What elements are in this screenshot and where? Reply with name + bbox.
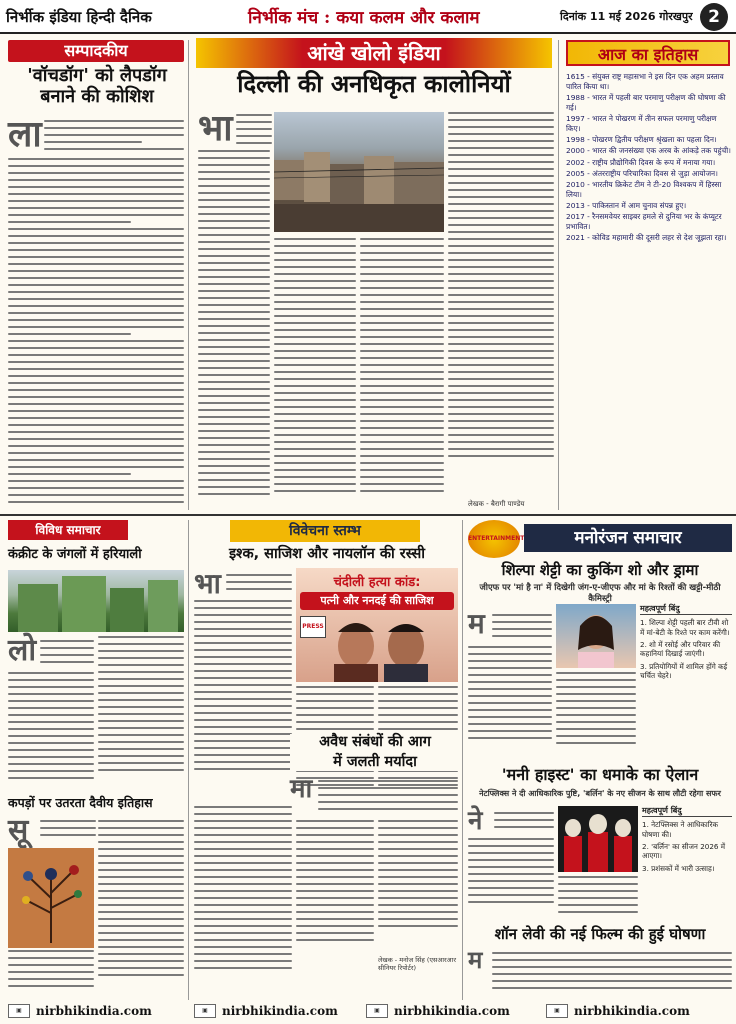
sidebox-2-list [642, 820, 732, 873]
footer-url[interactable]: nirbhikindia.com [574, 1004, 690, 1018]
entertainment-headline-3: शॉन लेवी की नई फिल्म की हुई घोषणा [494, 925, 706, 943]
sidebox-1-title: महत्वपूर्ण बिंदु [640, 604, 732, 615]
editorial-banner [8, 40, 184, 62]
vivechna-poster [296, 568, 458, 682]
history-banner [566, 40, 730, 66]
entertainment-banner [524, 524, 732, 552]
sidebox-point: 2. 'बर्लिन' का सीजन 2026 में आएगा। [642, 842, 726, 861]
history-item: 2021 - कोविड महामारी की दूसरी लहर से देश जूझता रहा। [566, 233, 727, 243]
entertainment-body [492, 614, 552, 644]
vividh-body [40, 640, 94, 672]
column-rule [188, 40, 189, 510]
press-logo: ▣ [366, 1004, 388, 1018]
entertainment-subhead-2: नेटफ्लिक्स ने दी आधिकारिक पुष्टि, 'बर्लिन' के नए सीजन के साथ लौटी रहेगा सफर [479, 789, 721, 798]
editorial-dropcap: ला [8, 113, 42, 155]
vivechna-body [296, 820, 374, 970]
vivechna-body [318, 780, 458, 816]
editorial-headline: 'वॉचडॉग' को लैपडॉग बनाने की कोशिश [27, 65, 167, 107]
poster-subtitle: पत्नी और ननदई की साजिश [300, 592, 454, 610]
entertainment-body [468, 646, 552, 758]
lead-photo [274, 112, 444, 232]
vivechna-dropcap-2: मा [290, 774, 313, 804]
green-building-photo [8, 570, 184, 632]
entertainment-body [558, 876, 638, 920]
dateline: दिनांक 11 मई 2026 गोरखपुर [560, 10, 693, 23]
sidebox-point: 3. प्रशंसकों में भारी उत्साह। [642, 863, 715, 873]
masthead-bar [0, 0, 736, 34]
money-heist-illustration [558, 806, 638, 872]
history-item: 1997 - भारत ने पोखरण में तीन सफल परमाणु परीक्षण किए। [566, 114, 717, 133]
vividh-dropcap-2: सू [8, 813, 29, 848]
sidebox-2-title: महत्वपूर्ण बिंदु [642, 806, 732, 817]
vividh-body [8, 672, 94, 790]
sidebox-point: 3. प्रतियोगियों में शामिल होंगे कई चर्चित चेहरे। [640, 661, 728, 681]
paper-name: निर्भीक इंडिया हिन्दी दैनिक [6, 8, 152, 26]
entertainment-badge-text: ENTERTAINMENT [468, 535, 525, 542]
colony-photo-illustration [274, 112, 444, 232]
entertainment-body [494, 812, 554, 836]
vivechna-section-label: विवेचना स्तम्भ [289, 523, 361, 539]
vivechna-subhead-1: अवैध संबंधों की आग [290, 734, 460, 751]
entertainment-body [492, 952, 732, 998]
shilpa-photo [556, 604, 636, 668]
entertainment-dropcap-1: म [468, 607, 485, 640]
vividh-headline-1: कंक्रीट के जंगलों में हरियाली [8, 547, 142, 562]
editorial-section-label: सम्पादकीय [64, 41, 128, 60]
history-item: 2000 - भारत की जनसंख्या एक अरब के आंकड़े तक पहुंची। [566, 146, 731, 156]
page-number: 2 [700, 3, 728, 31]
history-item: 1988 - भारत में पहली बार परमाणु परीक्षण की घोषणा की गई। [566, 93, 726, 112]
sidebox-point: 1. शिल्पा शेट्टी पहली बार टीवी शो में मां-बेटी के रिश्ते पर काम करेंगी। [640, 618, 730, 637]
lead-banner [196, 38, 552, 68]
vividh-banner [8, 520, 128, 540]
press-logo: ▣ [8, 1004, 30, 1018]
entertainment-dropcap-2: ने [468, 806, 483, 836]
vivechna-byline: लेखक - मनोज सिंह (एसआरआर सीनियर रिपोर्टर) [378, 956, 456, 973]
vivechna-body [194, 806, 292, 1000]
footer-url[interactable]: nirbhikindia.com [394, 1004, 510, 1018]
entertainment-subhead-1: जीएफ पर 'मां है ना' में दिखेगी जंग-ए-जीएफ और मां के रिश्तों की खट्टी-मीठी कैमिस्ट्री [479, 583, 721, 604]
entertainment-section-label: मनोरंजन समाचार [574, 528, 682, 548]
lead-dropcap: भा [198, 107, 233, 149]
column-rule [558, 40, 559, 510]
lead-body [448, 112, 554, 502]
history-item: 2002 - राष्ट्रीय प्रौद्योगिकी दिवस के रूप में मनाया गया। [566, 157, 716, 167]
vivechna-dropcap: भा [194, 567, 221, 600]
money-heist-photo [558, 806, 638, 872]
vividh-body [98, 636, 184, 792]
portrait-illustration [556, 604, 636, 668]
vividh-section-label: विविध समाचार [35, 523, 101, 537]
vividh-headline-2: कपड़ों पर उतरता दैवीय इतिहास [8, 795, 153, 810]
entertainment-dropcap-3: म [468, 945, 483, 974]
history-item: 2005 - अंतरराष्ट्रीय परिचारिका दिवस से जुड़ा आयोजन। [566, 168, 718, 178]
entertainment-body [468, 838, 554, 920]
textile-art-illustration [8, 848, 94, 948]
vividh-body [8, 950, 94, 1000]
editorial-body [8, 158, 184, 508]
column-rule [188, 520, 189, 1000]
footer-url[interactable]: nirbhikindia.com [222, 1004, 338, 1018]
lead-byline: लेखक - बैरागी पाण्डेय [468, 500, 525, 508]
vividh-body [98, 820, 184, 1000]
section-divider [0, 514, 736, 516]
vivechna-body [378, 820, 458, 950]
entertainment-badge [468, 520, 525, 558]
press-logo: ▣ [546, 1004, 568, 1018]
entertainment-sidebox-2 [642, 806, 732, 876]
vivechna-body [194, 600, 292, 800]
sidebox-point: 1. नेटफ्लिक्स ने आधिकारिक घोषणा की। [642, 820, 719, 839]
vivechna-banner [230, 520, 420, 542]
entertainment-body [556, 672, 636, 758]
sidebox-1-list [640, 618, 732, 680]
poster-title: चंदीली हत्या कांड: [333, 575, 421, 590]
sidebox-point: 2. शो में रसोई और परिवार की कहानियां दिखाई जाएंगी। [640, 640, 721, 659]
textile-photo [8, 848, 94, 948]
history-item: 2013 - पाकिस्तान में आम चुनाव संपन्न हुए। [566, 201, 687, 211]
history-item: 1998 - पोखरण द्वितीय परीक्षण श्रृंखला का पहला दिन। [566, 135, 717, 145]
entertainment-headline-2: 'मनी हाइस्ट' का धमाके का ऐलान [501, 765, 699, 784]
lead-section-label: आंखे खोलो इंडिया [307, 41, 441, 65]
vivechna-headline: इश्क, साजिश और नायलॉन की रस्सी [228, 546, 426, 562]
footer-url[interactable]: nirbhikindia.com [36, 1004, 152, 1018]
history-section-label: आज का इतिहास [597, 45, 699, 64]
history-item: 1615 - संयुक्त राष्ट्र महासभा ने इस दिन एक अहम प्रस्ताव पारित किया था। [566, 72, 724, 91]
lead-body [198, 150, 270, 510]
vividh-dropcap-1: लो [8, 633, 37, 668]
lead-body [274, 238, 356, 510]
editorial-body [44, 120, 184, 156]
vividh-body [40, 820, 96, 844]
lead-headline: दिल्ली की अनधिकृत कालोनियों [237, 69, 511, 98]
press-logo: ▣ [194, 1004, 216, 1018]
vivechna-subhead-2: में जलती मर्यादा [290, 754, 460, 771]
lead-body [360, 238, 444, 510]
history-item: 2017 - रैनसमवेयर साइबर हमले से दुनिया भर के कंप्यूटर प्रभावित। [566, 212, 722, 232]
entertainment-headline-1: शिल्पा शेट्टी का कुकिंग शो और ड्रामा [501, 561, 699, 579]
entertainment-sidebox-1 [640, 604, 732, 684]
building-illustration [8, 570, 184, 632]
history-item: 2010 - भारतीय क्रिकेट टीम ने टी-20 विश्वकप में हिस्सा लिया। [566, 180, 722, 199]
column-rule [462, 520, 463, 1000]
press-logo: PRESS [300, 616, 326, 638]
masthead-slogan: निर्भीक मंच : कया कलम और कलाम [248, 8, 480, 28]
vivechna-body [226, 574, 292, 598]
history-list [566, 72, 732, 245]
